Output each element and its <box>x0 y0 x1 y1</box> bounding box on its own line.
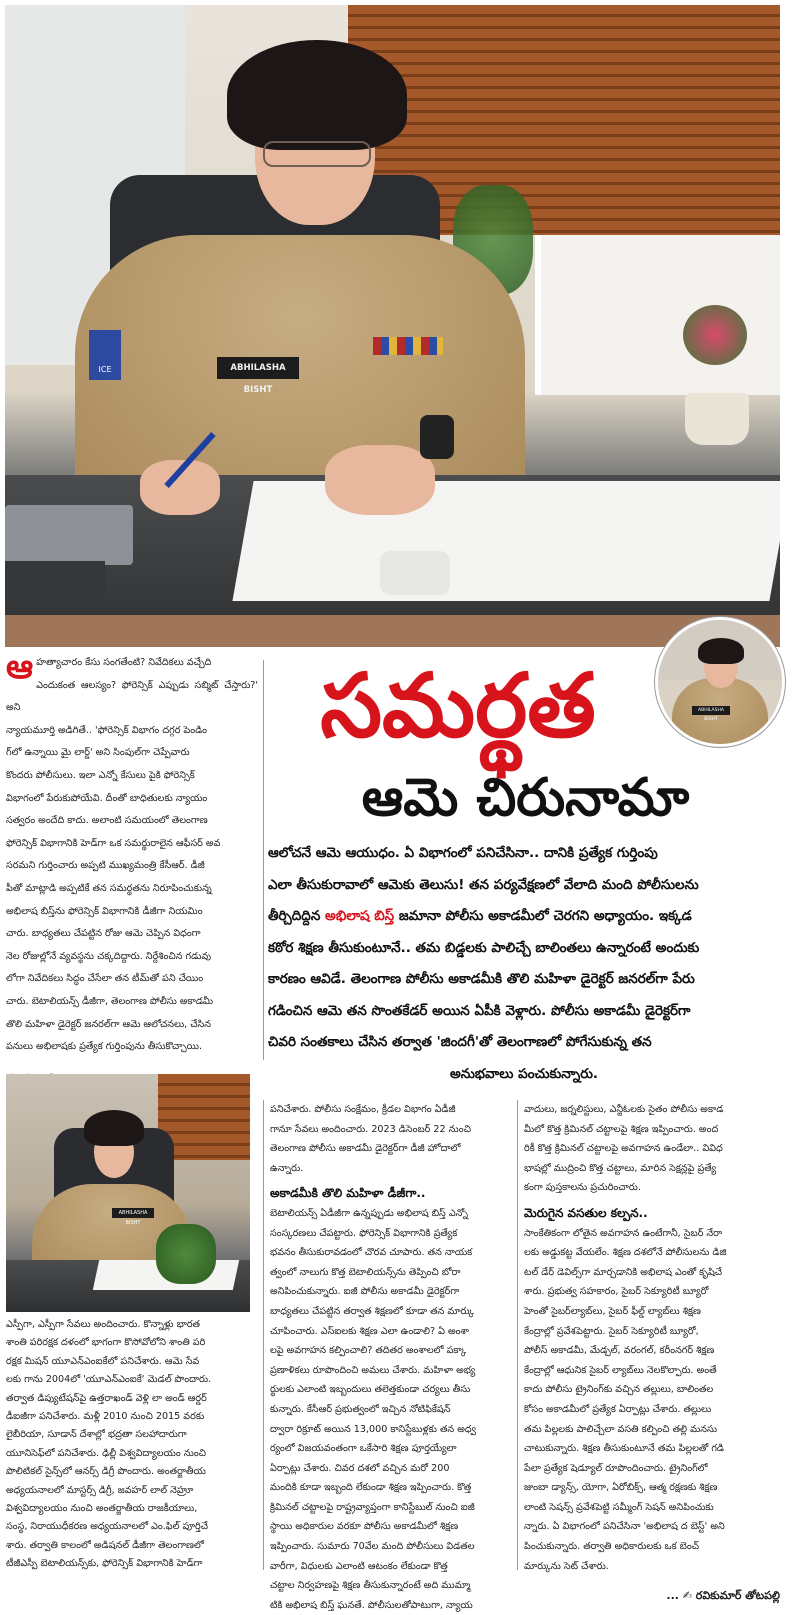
text-line: ఇప్పించారు. సుమారు 70వేల మంది పోలీసులు విడతల <box>270 1541 475 1553</box>
intro-line: ఎలా తీసుకురావాలో ఆమెకు తెలుసు! తన పర్యవేక్షణలో వేలాది మంది పోలీసులను <box>268 876 699 893</box>
text-line: చట్టాల నిర్వహణపై శిక్షణ తీసుకున్నారంటే అది ముమ్మా <box>270 1580 471 1592</box>
text-line: శాంతి పరిరక్షక దళంలో భాగంగా కొసోవోలోని శాంతి పరి <box>6 1337 206 1349</box>
text-line: శారు. ప్రభుత్వ సహకారం, సైబర్ సెక్యూరిటీ బ్యూరో <box>524 1286 709 1298</box>
text-line: ర్థులకు ఎలాంటి ఇబ్బందులు తలెత్తకుండా చర్యలు తీసు <box>270 1384 471 1396</box>
text-line: యూనిసెఫ్‌లో పనిచేశారు. ఢిల్లీ విశ్వవిద్యాలయం నుంచి <box>6 1447 207 1459</box>
dropcap: ఆ <box>6 647 34 687</box>
text-line: త్వంలో నాలుగు కొత్త బెటాలియన్స్‌ను తెప్పించి బోరా <box>270 1266 461 1278</box>
text-line: పేలా ప్రత్యేక షెడ్యూల్ రూపొందించారు. ట్రైనింగ్‌లో <box>524 1462 708 1474</box>
text-line: ఎస్పీగా, ఎస్పీగా సేవలు అందించారు. కొన్నాళ్లు భారత <box>6 1319 201 1330</box>
text-line: మందికి కూడా ఇబ్బంది లేకుండా శిక్షణ ఇప్పించారు. కొత్త <box>270 1482 472 1494</box>
photo2-name-badge: ABHILASHA BISHT <box>112 1208 154 1218</box>
medal-ribbons <box>373 337 443 355</box>
column-divider <box>263 1100 264 1570</box>
text-line: హత్యాచారం కేసు సంగతేంటి? నివేదికలు వచ్చేది <box>36 657 212 668</box>
laptop <box>5 505 133 565</box>
plant-pot <box>685 393 749 445</box>
text-line: కొందరు పోలీసులు. ఇలా ఎన్నో కేసులు పైకి ఫోరెన్సిక్ <box>6 769 195 781</box>
text-line: కేంద్రాల్లో ప్రవేశపెట్టారు. సైబర్ సెక్యూరిటీ బ్యూరో, <box>524 1325 699 1337</box>
column-divider <box>517 1100 518 1570</box>
text-line: సంస్కరణలు చేపట్టారు. ఫోరెన్సిక్ విభాగానికి ప్రత్యేక <box>270 1227 458 1239</box>
text-line: సాంకేతికంగా లోతైన అవగాహన ఉంటేగానీ, సైబర్ నేరా <box>524 1227 723 1239</box>
text-line: ఫోరెన్సిక్ విభాగానికి హెడ్‌గా ఒక సమర్థురాలైన ఆఫీసర్ అవ <box>6 837 221 849</box>
text-line: ర్యంలో విజయవంతంగా ఒకేసారి శిక్షణ పూర్తయ్యేలా <box>270 1443 457 1455</box>
text-line: కున్నారు. కేసీఆర్ ప్రభుత్వంలో ఇచ్చిన నోటిఫికేషన్ <box>270 1403 451 1415</box>
text-line: టికి అభిలాష బిస్త్ ఘనతే. పోలీసులతోపాటుగా, న్యాయ <box>270 1599 473 1611</box>
text-line: వాదులు, జర్నలిస్టులు, ఎన్జీఓలకు సైతం పోలీసు అకాడ <box>524 1104 724 1115</box>
text-line: ఉన్నారు. <box>270 1162 304 1174</box>
left-column-bottom <box>6 1316 258 1574</box>
eyeglasses <box>263 141 371 167</box>
text-line: స్థాయి అధికారుల వరకూ పోలీసు అకాడమీలో శిక్షణ <box>270 1521 459 1533</box>
inset-hair <box>698 638 744 664</box>
text-line: లోగా నివేదికలు సిద్ధం చేసేలా తన టీమ్‌తో పని చేయిం <box>6 973 204 985</box>
wrist-watch <box>420 415 454 459</box>
plant-leaves <box>683 305 747 365</box>
text-line: నెల రోజుల్లోనే వ్యవస్థను చక్కదిద్దారు. నిర్దేశించిన గడువు <box>6 950 212 962</box>
laptop-base <box>5 561 105 599</box>
text-line: కాదు పోలీసు ట్రైనింగ్‌కు వచ్చిన తల్లులు, బాలింతల <box>524 1384 714 1396</box>
text-line: టీజీఎస్పీ బెటాలియన్స్‌కు, ఫోరెన్సిక్ విభాగానికి హెడ్‌గా <box>6 1558 203 1570</box>
right-column <box>524 1100 780 1606</box>
text-line: గానూ సేవలు అందించారు. 2023 డిసెంబర్ 22 నుంచి <box>270 1123 471 1135</box>
text-line: న్నారు. ఏ విభాగంలో పనిచేసినా 'అభిలాష ద బెస్ట్' అని <box>524 1521 725 1533</box>
subhead: అకాడమీకి తొలి మహిళా డీజీగా.. <box>270 1186 426 1201</box>
text-line: లాంటి సెషన్స్ ప్రవేశపెట్టి సమ్మీంగ్ సెషన్ అనిపించుకు <box>524 1501 714 1513</box>
text-line: కోసం అకాడమీలో ప్రత్యేక ఏర్పాట్లు చేశారు. తల్లులు <box>524 1403 712 1415</box>
text-line: ద్వారా రిక్రూట్ అయిన 13,000 కానిస్టేబుళ్లకు తన అధ్వ <box>270 1423 476 1435</box>
text-line: న్యాయమూర్తి అడిగితే.. 'ఫోరెన్సిక్ విభాగం దగ్గర పెండిం <box>6 724 207 736</box>
text-line: మీలో కొత్త క్రిమినల్ చట్టాలపై శిక్షణ ఇప్పించారు. అంద <box>524 1123 719 1135</box>
hero-photo <box>5 5 780 647</box>
text-line: లకు గాను 2004లో 'యూఎన్ఎంఐకే' మెడల్ పొందారు. <box>6 1374 212 1386</box>
text-line: విశ్వవిద్యాలయం నుంచి అంతర్జాతీయ రాజకీయాలు, <box>6 1503 198 1515</box>
text-line: శారు. తర్వాతి కాలంలో అడిషనల్ డీజీగా తెలంగాణలో <box>6 1539 204 1551</box>
intro-paragraph <box>268 838 780 1090</box>
text-line: విభాగంలో పేరుకుపోయేవి. దీంతో బాధితులకు న్యాయం <box>6 792 208 804</box>
name-badge: ABHILASHA BISHT <box>217 357 299 379</box>
text-line: రక్షక మిషన్ యూఎన్ఎంఐకేలో పనిచేశారు. ఆమె సేవ <box>6 1355 200 1367</box>
shoulder-patch: ICE <box>89 330 121 380</box>
text-line: గ్‌లో ఉన్నాయి మై లార్డ్' అని సింపుల్‌గా చెప్పేవారు <box>6 747 190 759</box>
inset-name-badge: ABHILASHA BISHT <box>692 706 730 715</box>
column-divider <box>263 660 264 1060</box>
text-line: క్రిమినల్ చట్టాలపై రాష్ట్రవ్యాప్తంగా కానిస్టేబుల్ నుంచి ఐజీ <box>270 1501 475 1513</box>
text-line: లపై అవగాహన కల్పించాలి? తదితర అంశాలలో పక్కా <box>270 1345 467 1357</box>
text-line: సత్వరం అందేది కాదు. అలాంటి సమయంలో తెలంగాణ <box>6 815 208 827</box>
text-line: తమ పిల్లలకు పాలిచ్చేలా వసతి కల్పించి తల్లి మనసు <box>524 1423 718 1435</box>
text-line: రికీ కొత్త క్రిమినల్ చట్టాలపై అవగాహన ఉండేలా.. వివిధ <box>524 1143 723 1155</box>
intro-line: చివరి సంతకాలు చేసిన తర్వాత 'జిందగీ'తో తెలంగాణలో పోగేసుకున్న తన <box>268 1034 652 1050</box>
text-line: వారీగా, విధులకు ఎలాంటి ఆటంకం లేకుండా కొత్త <box>270 1560 448 1572</box>
inset-portrait <box>655 617 785 747</box>
documents <box>232 481 780 601</box>
text-line: పనిచేశారు. పోలీసు సంక్షేమం, క్రీడల విభాగం ఏడీజీ <box>270 1104 456 1115</box>
intro-line: ఆలోచనే ఆమె ఆయుధం. ఏ విభాగంలో పనిచేసినా.. దానికి ప్రత్యేక గుర్తింపు <box>268 845 658 861</box>
intro-line: అనుభవాలు పంచుకున్నారు. <box>449 1065 599 1082</box>
text-line: పోలీస్ అకాడమీ, మేడ్చల్, వరంగల్, కరీంనగర్ శిక్షణ <box>524 1345 715 1357</box>
intro-line: కారణం ఆవిడే. తెలంగాణ పోలీసు అకాడమీకి తొలి మహిళా డైరెక్టర్ జనరల్‌గా పేరు <box>268 971 695 987</box>
text-line: లైబీరియా, సూడాన్ దేశాల్లో భద్రతా సలహాదారుగా <box>6 1429 187 1441</box>
text-line: చాటుకున్నారు. శిక్షణ తీసుకుంటూనే తమ పిల్లలతో గడి <box>524 1443 725 1455</box>
photo2-plant <box>156 1224 216 1284</box>
text-line: కేంద్రాల్లో ఆధునిక సైబర్ ల్యాబ్‌లు నెలకొల్పారు. అంతే <box>524 1364 717 1376</box>
text-line: తెలంగాణ పోలీసు అకాడమీ డైరెక్టర్‌గా డీజీ హోదాలో <box>270 1143 461 1155</box>
text-line: ప్రణాళికలు రూపొందించి అమలు చేశారు. మహిళా అభ్య <box>270 1364 476 1376</box>
text-line: అభిలాష బిస్త్‌ను ఫోరెన్సిక్ విభాగానికి డీజీగా నియమిం <box>6 905 203 917</box>
text-line: ఏర్పాట్లు చేశారు. చివర దశలో వచ్చిన మరో 200 <box>270 1462 450 1474</box>
desk-phone-device <box>380 551 450 595</box>
text-line: అధ్యయనాలలో మాస్టర్స్ డిగ్రీ, జవహర్ లాల్ నెహ్రూ <box>6 1484 194 1496</box>
text-line: భవనం తీసుకురావడంలో చొరవ చూపారు. తన నాయక <box>270 1247 473 1259</box>
window-pane <box>535 235 780 395</box>
uniform-body <box>75 235 525 505</box>
text-line: తర్వాత డిప్యుటేషన్‌పై ఉత్తరాఖండ్ వెళ్లి లా అండ్ ఆర్డర్ <box>6 1392 207 1404</box>
text-line: అనిపించుకున్నారు. ఐజీ పోలీసు అకాడమీ డైరెక్టర్‌గా <box>270 1286 460 1298</box>
text-line: పనులు అభిలాషకు ప్రత్యేక గుర్తింపును తీసుకొచ్చాయి. <box>6 1041 202 1053</box>
headline-main: సమర్థత <box>320 654 596 757</box>
text-line: పీతో మాట్లాడి అప్పటికే తన సమర్థతను నిరూపించుకున్న <box>6 882 212 894</box>
intro-line-with-name: తీర్చిదిద్దిన అభిలాష బిస్త్ జమానా పోలీసు అకాడమీలో చెరగని అధ్యాయం. ఇక్కడ <box>268 908 692 924</box>
headline-sub: ఆమె చిరునామా <box>361 768 690 828</box>
right-hand <box>325 445 435 515</box>
officer-hair <box>227 40 407 150</box>
text-line: చారు. బాధ్యతలు చేపట్టిన రోజు ఆమె చెప్పిన విధంగా <box>6 928 201 940</box>
text-line: డీఐజీగా పనిచేశారు. మళ్లీ 2010 నుంచి 2015 వరకు <box>6 1411 205 1423</box>
text-line: జుంబా డ్యాన్స్, యోగా, ఏరోబిక్స్, ఆత్మ రక్షణకు శిక్షణ <box>524 1482 718 1494</box>
photo2-hair <box>84 1110 144 1146</box>
text-line: సరమని గుర్తించారు అప్పటి ముఖ్యమంత్రి కేసీఆర్. డీజీ <box>6 860 205 872</box>
text-line: హెంతో సైబర్‌ల్యాబ్‌లు, సైబర్ ఫీల్డ్ ల్యాబ్‌లు శిక్షణ <box>524 1305 701 1317</box>
text-line: సంస్థ, నిరాయుధీకరణ అధ్యయనాలలో ఎం.ఫిల్ పూర్తిచే <box>6 1521 209 1533</box>
intro-line: గడించిన ఆమె తన సొంతకేడర్ అయిన ఏపీకి వెళ్లారు. పోలీసు అకాడమీ డైరెక్టర్‌గా <box>268 1002 691 1019</box>
text-line: టల్ డేర్ డెవిల్స్‌గా మార్చడానికి అభిలాష ఎంతో కృషిచే <box>524 1266 723 1278</box>
text-line: చూపించారు. ఎస్ఐలకు శిక్షణ ఎలా ఉండాలి? ఏ అంశా <box>270 1325 470 1337</box>
officer-name-highlight: అభిలాష బిస్త్ <box>325 908 395 924</box>
text-line: కంగా పుస్తకాలను ప్రచురించారు. <box>524 1182 641 1194</box>
text-line: చారు. బెటాలియన్స్ డీజీగా, తెలంగాణ పోలీసు అకాడమీ <box>6 995 214 1007</box>
text-line: బెటాలియన్స్ ఏడీజీగా ఉన్నప్పుడు అభిలాష బిస్త్ ఎన్నో <box>270 1207 468 1219</box>
text-line: బాధ్యతలు చేపట్టిన తర్వాత శిక్షణలో కూడా తన మార్కు <box>270 1305 475 1317</box>
secondary-photo <box>6 1074 250 1312</box>
text-line: పొలిటికల్ సైన్స్‌లో ఆనర్స్ డిగ్రీ పొందారు. అంతర్జాతీయ <box>6 1466 206 1478</box>
byline: ... ✍ రవికుమార్ తోటపల్లి <box>666 1589 780 1603</box>
text-line: ఎందుకంత ఆలస్యం? ఫోరెన్సిక్ ఎప్పుడు సబ్మిట్ చేస్తారు?' అని <box>6 679 258 714</box>
text-line: తొలి మహిళా డైరెక్టర్ జనరల్‌గా ఆమె ఆలోచనలు, చేసిన <box>6 1018 212 1030</box>
subhead: మెరుగైన వసతుల కల్పన.. <box>524 1205 648 1220</box>
text-line: భాషల్లో ముద్రించి కొత్త చట్టాలు, మారిన సెక్షన్లపై ప్రత్యే <box>524 1162 717 1174</box>
text-line: లకు అడ్డుకట్ట వేయలేం. శిక్షణ దశలోనే పోలీసులను డిజి <box>524 1247 727 1259</box>
middle-column <box>270 1100 512 1615</box>
intro-line: కఠోర శిక్షణ తీసుకుంటూనే.. తమ బిడ్డలకు పాలిచ్చే బాలింతలు ఉన్నారంటే అందుకు <box>268 939 700 956</box>
text-line: పించుకున్నారు. తర్వాతి అధికారులకు ఒక బెంచ్ <box>524 1541 699 1553</box>
text-line: మార్కును సెట్ చేశారు. <box>524 1560 609 1572</box>
